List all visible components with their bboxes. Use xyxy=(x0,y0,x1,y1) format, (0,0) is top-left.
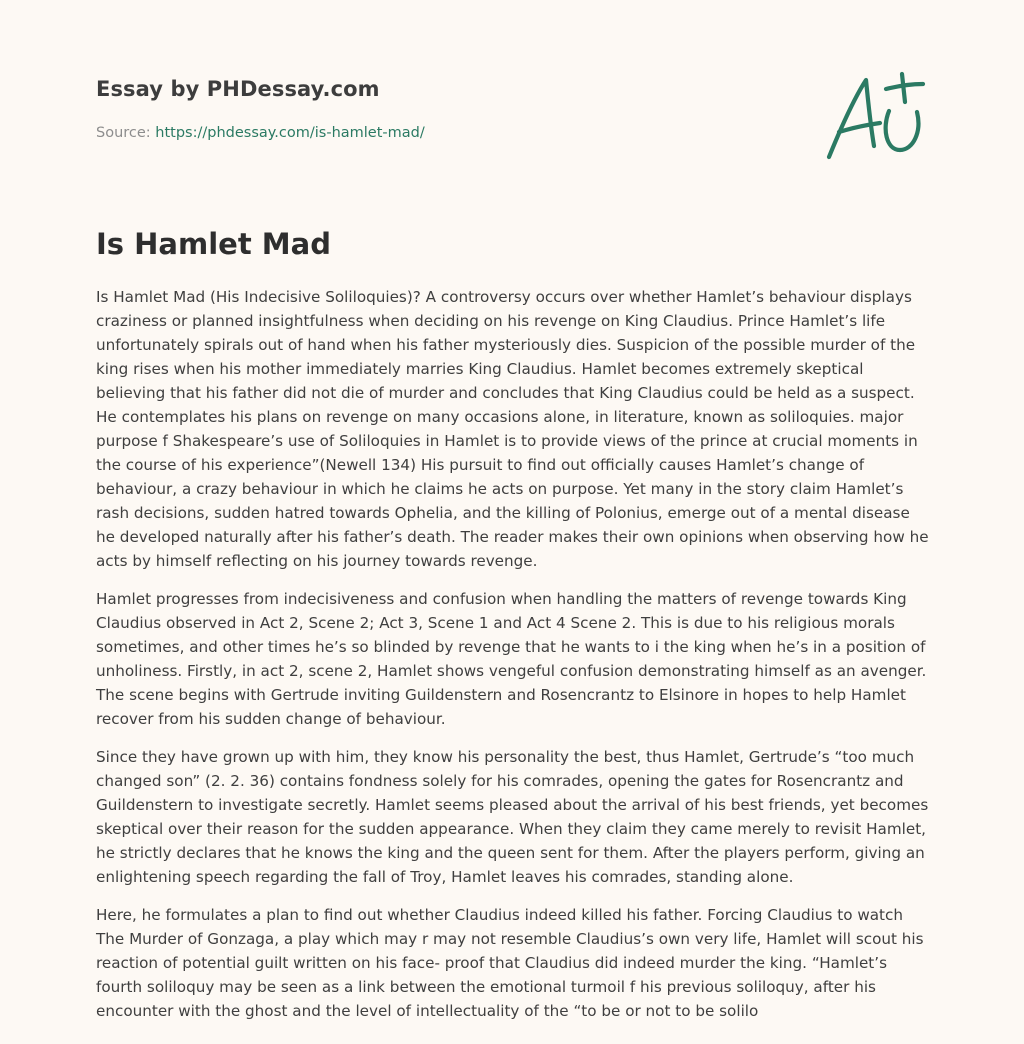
essay-header xyxy=(96,74,928,141)
essay-body xyxy=(96,285,932,1037)
essay-paragraph: Here, he formulates a plan to find out whether Claudius indeed killed his father. Forcing Claudius to watch The Murder of Gonzaga, a play which may r may not resemble Claudius’s own very life, Hamlet will scout his reaction of potential guilt written on his face- proof that Claudius did indeed murder the king. “Hamlet’s fourth soliloquy may be seen as a link between the emotional turmoil f his previous soliloquy, after his encounter with the ghost and the level of intellectuality of the “to be or not to be solilo xyxy=(96,906,924,1020)
essay-paragraph: Is Hamlet Mad (His Indecisive Soliloquies)? A controversy occurs over whether Hamlet’s behaviour displays craziness or planned insightfulness when deciding on his revenge on King Claudius. Prince Hamlet’s life unfortunately spirals out of hand when his father mysteriously dies. Suspicion of the possible murder of the king rises when his mother immediately marries King Claudius. Hamlet becomes extremely skeptical believing that his father did not die of murder and concludes that King Claudius could be held as a suspect. He contemplates his plans on revenge on many occasions alone, in literature, known as soliloquies. major purpose f Shakespeare’s use of Soliloquies in Hamlet is to provide views of the prince at crucial moments in the course of his experience”(Newell 134) His pursuit to find out officially causes Hamlet’s change of behaviour, a crazy behaviour in which he claims he acts on purpose. Yet many in the story claim Hamlet’s rash decisions, sudden hatred towards Ophelia, and the killing of Polonius, emerge out of a mental disease he developed naturally after his father’s death. The reader makes their own opinions when observing how he acts by himself reflecting on his journey towards revenge. xyxy=(96,288,929,570)
source-link[interactable]: https://phdessay.com/is-hamlet-mad/ xyxy=(155,125,425,141)
essay-paragraph: Hamlet progresses from indecisiveness and confusion when handling the matters of revenge towards King Claudius observed in Act 2, Scene 2; Act 3, Scene 1 and Act 4 Scene 2. This is due to his religious morals sometimes, and other times he’s so blinded by revenge that he wants to i the king when he’s in a position of unholiness. Firstly, in act 2, scene 2, Hamlet shows vengeful confusion demonstrating himself as an avenger. The scene begins with Gertrude inviting Guildenstern and Rosencrantz to Elsinore in hopes to help Hamlet recover from his sudden change of behaviour. xyxy=(96,590,927,728)
a-plus-logo-icon xyxy=(820,66,930,166)
essay-paragraph: Since they have grown up with him, they know his personality the best, thus Hamlet, Gertrude’s “too much changed son” (2. 2. 36) contains fondness solely for his comrades, opening the gates for Rosencrantz and Guildenstern to investigate secretly. Hamlet seems pleased about the arrival of his best friends, yet becomes skeptical over their reason for the sudden appearance. When they claim they came merely to revisit Hamlet, he strictly declares that he knows the king and the queen sent for them. After the players perform, giving an enlightening speech regarding the fall of Troy, Hamlet leaves his comrades, standing alone. xyxy=(96,748,929,886)
essay-title: Is Hamlet Mad xyxy=(96,227,331,261)
source-label: Source: xyxy=(96,125,156,141)
brand-title: Essay by PHDessay.com xyxy=(96,77,380,101)
source-line xyxy=(96,122,425,144)
